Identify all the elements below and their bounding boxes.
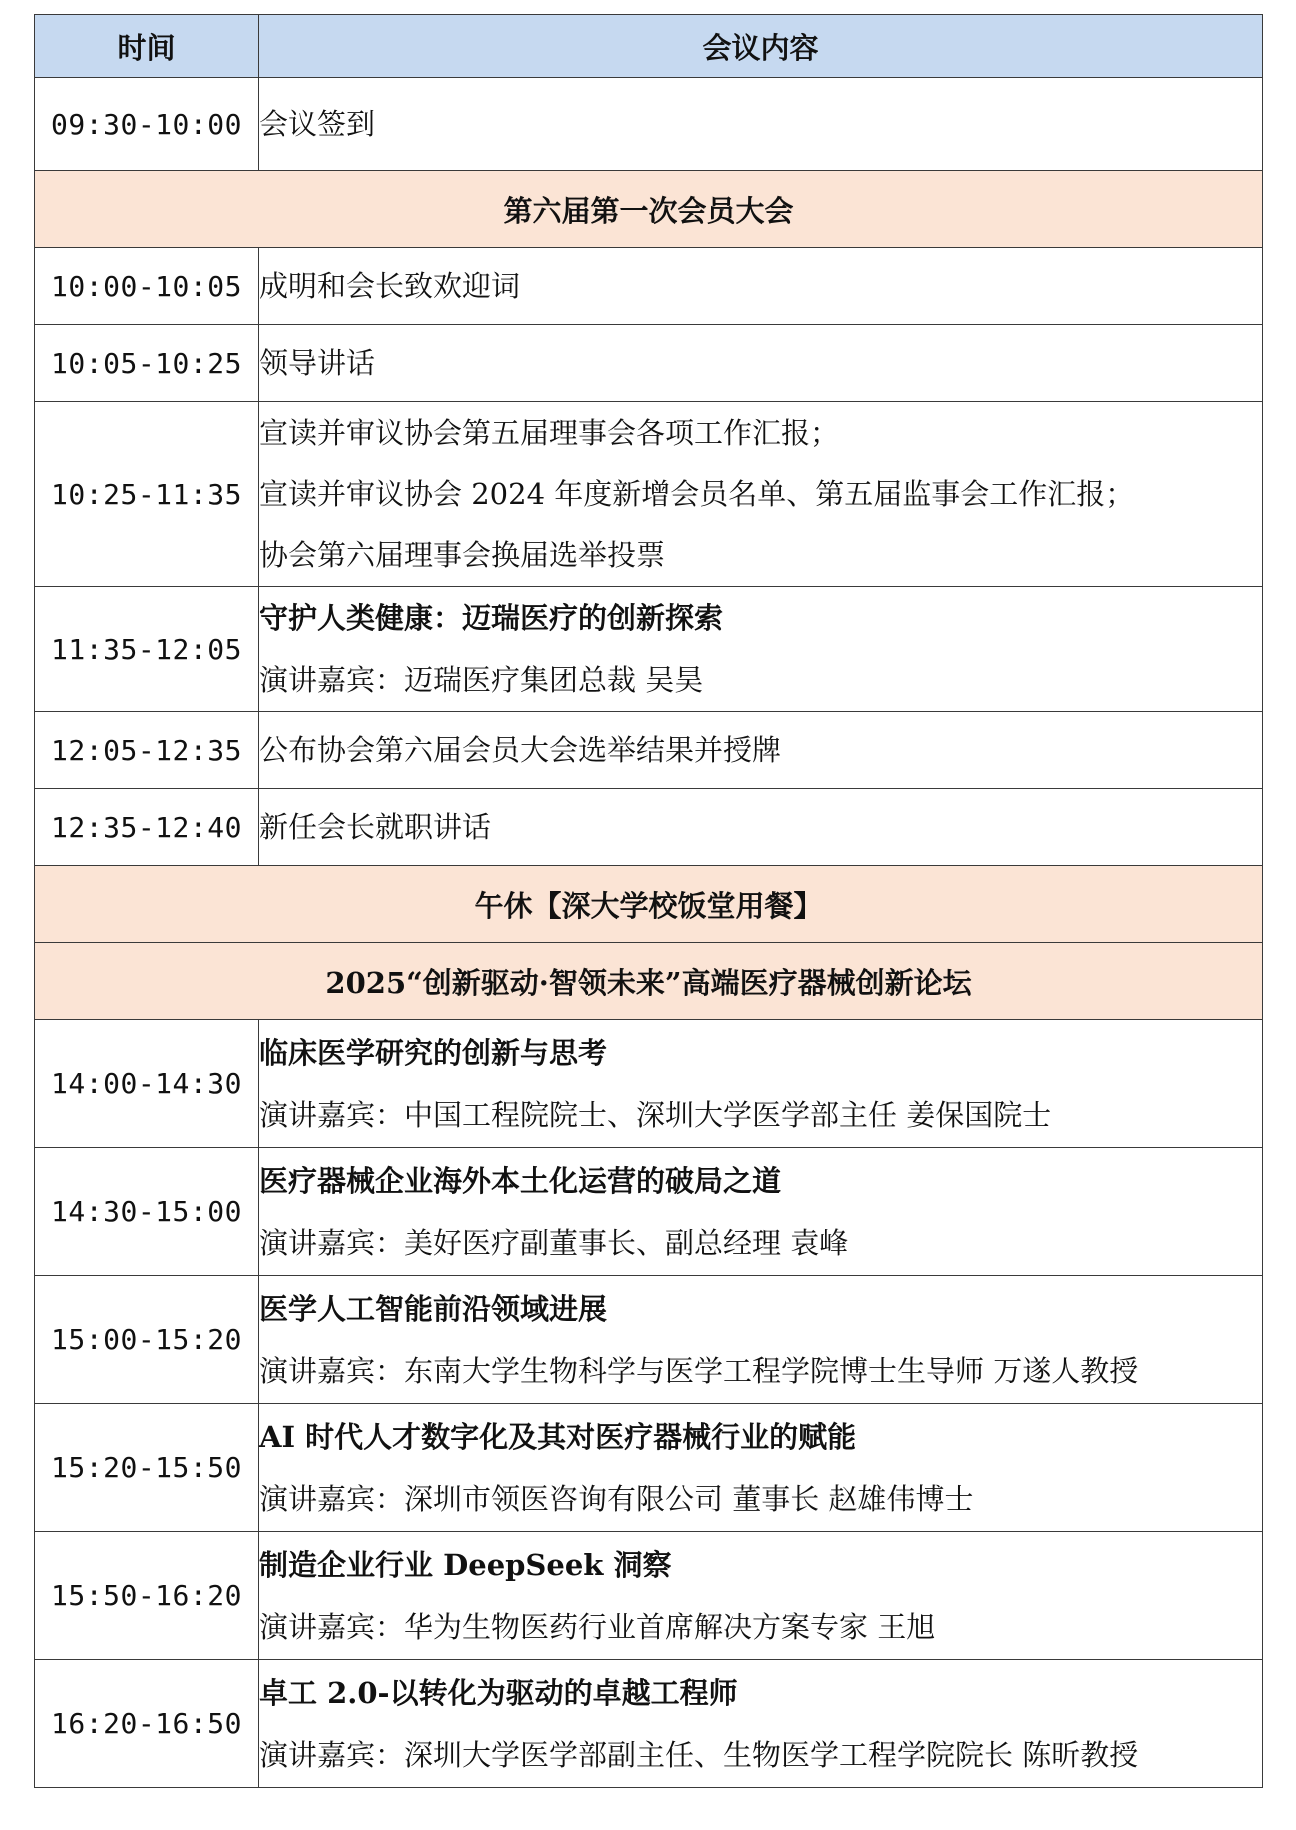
content-cell: [259, 1660, 1263, 1788]
time-cell: 14:00-14:30: [35, 1020, 259, 1148]
time-cell: 12:05-12:35: [35, 712, 259, 789]
speaker-text: 演讲嘉宾：深圳大学医学部副主任、生物医学工程学院院长 陈昕教授: [259, 1737, 1139, 1772]
header-content: 会议内容: [259, 15, 1263, 78]
agenda-item-text: 领导讲话: [259, 346, 376, 380]
talk-title: 临床医学研究的创新与思考: [259, 1035, 608, 1070]
speaker-text: 演讲嘉宾：美好医疗副董事长、副总经理 袁峰: [259, 1225, 849, 1260]
time-cell: 15:50-16:20: [35, 1532, 259, 1660]
table-row: [35, 78, 1263, 171]
table-row: [35, 1660, 1263, 1788]
speaker-text: 演讲嘉宾：深圳市领医咨询有限公司 董事长 赵雄伟博士: [259, 1481, 974, 1516]
speaker-text: 演讲嘉宾：迈瑞医疗集团总裁 吴昊: [259, 663, 704, 697]
content-cell: [259, 1148, 1263, 1276]
section-row: [35, 866, 1263, 943]
talk-title: 守护人类健康：迈瑞医疗的创新探索: [259, 601, 724, 635]
content-cell: [259, 78, 1263, 171]
section-row: [35, 943, 1263, 1020]
content-cell: [259, 712, 1263, 789]
table-row: [35, 325, 1263, 402]
agenda-item-text: 成明和会长致欢迎词: [259, 269, 521, 303]
header-time: 时间: [35, 15, 259, 78]
section-row: [35, 171, 1263, 248]
section-title: 午休【深大学校饭堂用餐】: [35, 866, 1263, 943]
speaker-text: 演讲嘉宾：华为生物医药行业首席解决方案专家 王旭: [259, 1609, 936, 1644]
time-cell: 09:30-10:00: [35, 78, 259, 171]
time-cell: 10:05-10:25: [35, 325, 259, 402]
agenda-item-text: 新任会长就职讲话: [259, 810, 492, 844]
table-row: [35, 789, 1263, 866]
time-cell: 10:25-11:35: [35, 402, 259, 587]
speaker-text: 演讲嘉宾：东南大学生物科学与医学工程学院博士生导师 万遂人教授: [259, 1353, 1139, 1388]
content-cell: [259, 789, 1263, 866]
talk-title: 医疗器械企业海外本土化运营的破局之道: [259, 1163, 782, 1198]
time-cell: 15:20-15:50: [35, 1404, 259, 1532]
agenda-item-text: 宣读并审议协会第五届理事会各项工作汇报；: [259, 415, 840, 450]
content-cell: [259, 1404, 1263, 1532]
time-cell: 14:30-15:00: [35, 1148, 259, 1276]
time-cell: 11:35-12:05: [35, 587, 259, 712]
table-row: [35, 712, 1263, 789]
table-row: [35, 587, 1263, 712]
table-row: [35, 1276, 1263, 1404]
table-row: [35, 1148, 1263, 1276]
table-row: [35, 248, 1263, 325]
content-cell: [259, 402, 1263, 587]
talk-title: 卓工 2.0-以转化为驱动的卓越工程师: [259, 1675, 738, 1710]
agenda-table: [34, 14, 1263, 1788]
agenda-item-text: 会议签到: [259, 107, 376, 141]
header-row: [35, 15, 1263, 78]
content-cell: [259, 1276, 1263, 1404]
table-row: [35, 1020, 1263, 1148]
agenda-item-text: 协会第六届理事会换届选举投票: [259, 537, 666, 572]
table-row: [35, 1532, 1263, 1660]
table-row: [35, 1404, 1263, 1532]
section-title: 第六届第一次会员大会: [35, 171, 1263, 248]
content-cell: [259, 248, 1263, 325]
time-cell: 16:20-16:50: [35, 1660, 259, 1788]
time-cell: 12:35-12:40: [35, 789, 259, 866]
time-cell: 10:00-10:05: [35, 248, 259, 325]
talk-title: 制造企业行业 DeepSeek 洞察: [259, 1547, 672, 1582]
agenda-item-text: 宣读并审议协会 2024 年度新增会员名单、第五届监事会工作汇报；: [259, 476, 1135, 511]
time-cell: 15:00-15:20: [35, 1276, 259, 1404]
content-cell: [259, 1532, 1263, 1660]
agenda-item-text: 公布协会第六届会员大会选举结果并授牌: [259, 733, 782, 767]
content-cell: [259, 587, 1263, 712]
talk-title: AI 时代人才数字化及其对医疗器械行业的赋能: [259, 1419, 857, 1454]
table-row: [35, 402, 1263, 587]
section-title: 2025“创新驱动·智领未来”高端医疗器械创新论坛: [35, 943, 1263, 1020]
talk-title: 医学人工智能前沿领域进展: [259, 1291, 608, 1326]
content-cell: [259, 325, 1263, 402]
content-cell: [259, 1020, 1263, 1148]
speaker-text: 演讲嘉宾：中国工程院院士、深圳大学医学部主任 姜保国院士: [259, 1097, 1052, 1132]
